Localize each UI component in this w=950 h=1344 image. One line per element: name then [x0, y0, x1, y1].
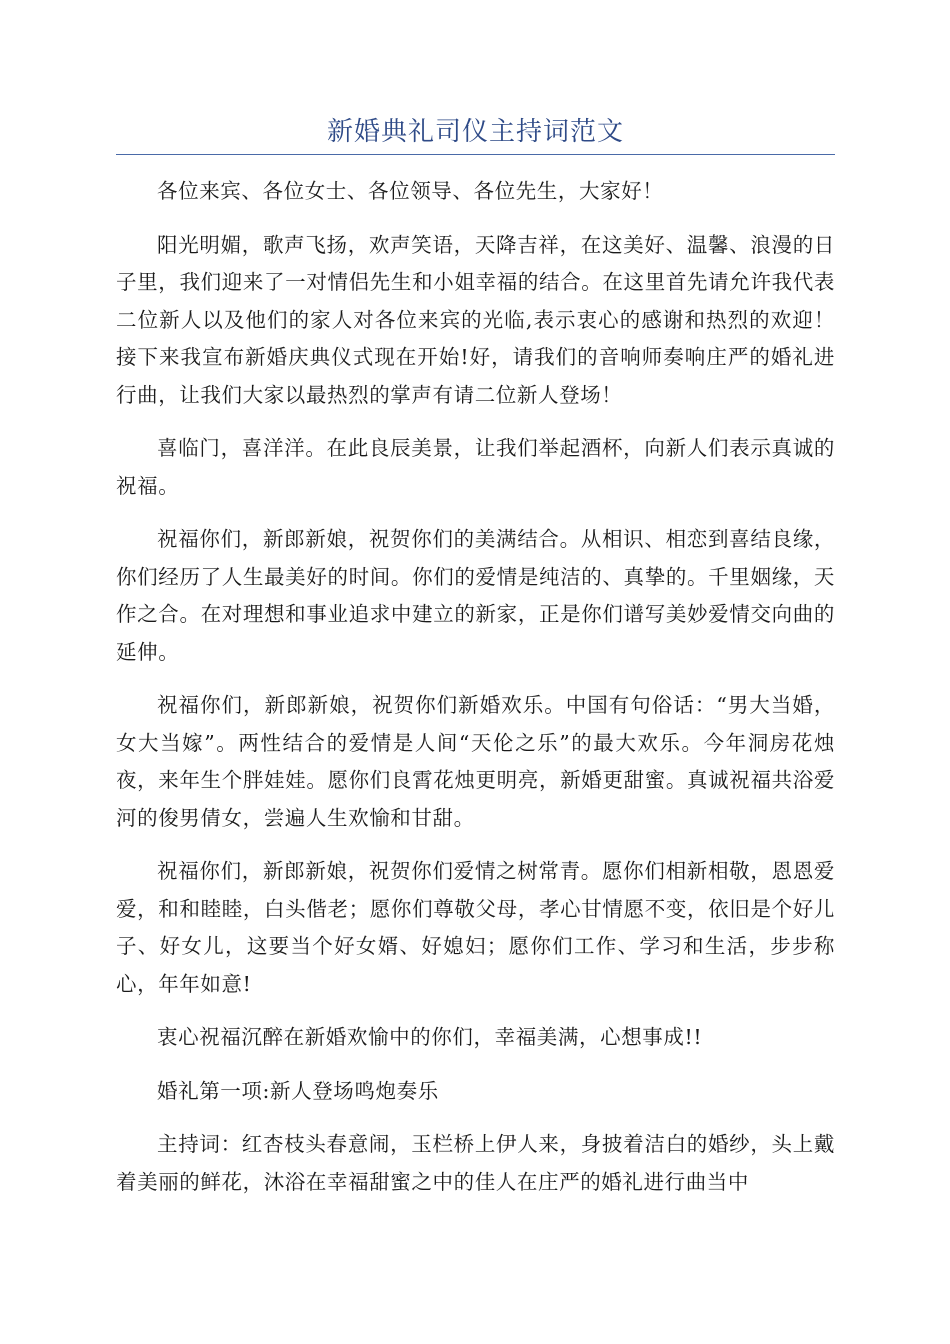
title-underline: [116, 154, 835, 155]
paragraph-toast: 喜临门，喜洋洋。在此良辰美景，让我们举起酒杯，向新人们表示真诚的祝福。: [116, 436, 835, 498]
paragraph-blessing-evergreen: 祝福你们，新郎新娘，祝贺你们爱情之树常青。愿你们相新相敬，恩恩爱爱，和和睦睦，白头偕老；愿你们尊敬父母，孝心甘情愿不变，依旧是个好儿子、好女儿，这要当个好女婿、好媳妇；愿你们工作、学习和生活，步步称心，年年如意!: [116, 859, 835, 996]
document-title: 新婚典礼司仪主持词范文: [326, 117, 624, 147]
paragraph-blessing-joy: 祝福你们，新郎新娘，祝贺你们新婚欢乐。中国有句俗话：“男大当婚，女大当嫁”。两性结合的爱情是人间“天伦之乐”的最大欢乐。今年洞房花烛夜，来年生个胖娃娃。愿你们良霄花烛更明亮，新婚更甜蜜。真诚祝福共浴爱河的俊男倩女，尝遍人生欢愉和甘甜。: [116, 693, 835, 830]
paragraph-final-wish: 衷心祝福沉醉在新婚欢愉中的你们，幸福美满，心想事成!!: [157, 1025, 703, 1049]
paragraph-greeting: 各位来宾、各位女士、各位领导、各位先生，大家好！: [157, 179, 664, 203]
paragraph-host-speech: 主持词：红杏枝头春意闹，玉栏桥上伊人来，身披着洁白的婚纱，头上戴着美丽的鲜花，沐浴在幸福甜蜜之中的佳人在庄严的婚礼进行曲当中: [116, 1132, 835, 1194]
document-body: [116, 173, 835, 1217]
paragraph-blessing-union: 祝福你们，新郎新娘，祝贺你们的美满结合。从相识、相恋到喜结良缘，你们经历了人生最美好的时间。你们的爱情是纯洁的、真挚的。千里姻缘，天作之合。在对理想和事业追求中建立的新家，正是你们谱写美妙爱情交向曲的延伸。: [116, 527, 835, 664]
paragraph-ceremony-item-one: 婚礼第一项:新人登场鸣炮奏乐: [157, 1078, 439, 1103]
paragraph-opening: 阳光明媚，歌声飞扬，欢声笑语，天降吉祥，在这美好、温馨、浪漫的日子里，我们迎来了一对情侣先生和小姐幸福的结合。在这里首先请允许我代表二位新人以及他们的家人对各位来宾的光临,表示衷心的感谢和热烈的欢迎！接下来我宣布新婚庆典仪式现在开始!好，请我们的音响师奏响庄严的婚礼进行曲，让我们大家以最热烈的掌声有请二位新人登场！: [116, 232, 835, 407]
